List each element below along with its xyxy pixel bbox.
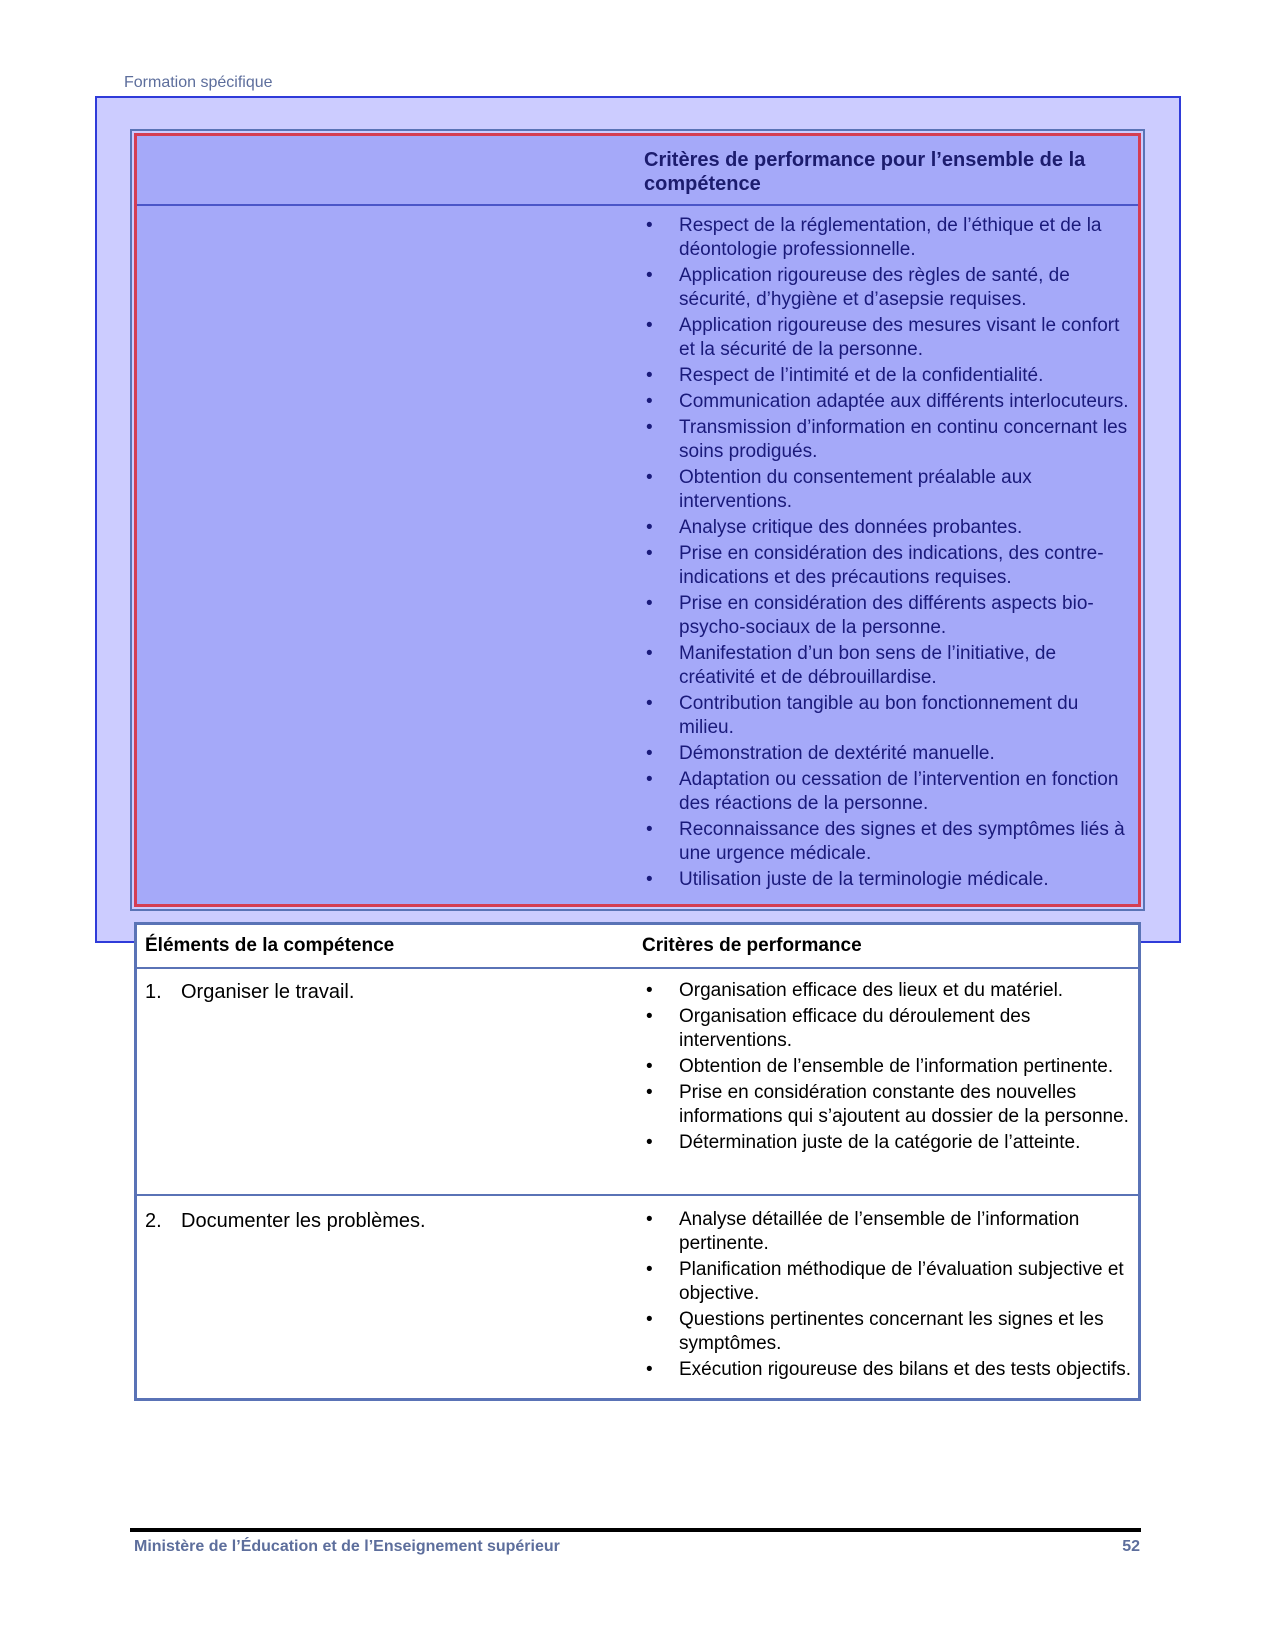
bullet-icon: • bbox=[646, 215, 653, 236]
criteria-item bbox=[642, 868, 1132, 892]
criteria-text: Prise en considération des différents aspects bio-psycho-sociaux de la personne. bbox=[679, 593, 1094, 638]
criteria-text: Respect de l’intimité et de la confidentialité. bbox=[679, 365, 1044, 386]
bullet-icon: • bbox=[646, 517, 653, 538]
criteria-item bbox=[642, 1258, 1132, 1306]
criteria-item bbox=[642, 466, 1132, 514]
bullet-icon: • bbox=[646, 869, 653, 890]
criteria-text: Adaptation ou cessation de l’intervention en fonction des réactions de la personne. bbox=[679, 769, 1119, 814]
bullet-icon: • bbox=[646, 693, 653, 714]
criteria-item bbox=[642, 642, 1132, 690]
criteria-item bbox=[642, 692, 1132, 740]
criteria-item bbox=[642, 818, 1132, 866]
criteria-item bbox=[642, 1308, 1132, 1356]
criteria-text: Organisation efficace du déroulement des interventions. bbox=[679, 1006, 1031, 1051]
criteria-text: Démonstration de dextérité manuelle. bbox=[679, 743, 995, 764]
table-header-row bbox=[137, 925, 1138, 969]
bullet-icon: • bbox=[646, 417, 653, 438]
criteria-text: Obtention du consentement préalable aux interventions. bbox=[679, 467, 1032, 512]
criteria-item bbox=[642, 1208, 1132, 1256]
criteria-text: Détermination juste de la catégorie de l’atteinte. bbox=[679, 1132, 1081, 1153]
bullet-icon: • bbox=[646, 365, 653, 386]
bullet-icon: • bbox=[646, 1209, 653, 1230]
criteria-item bbox=[642, 742, 1132, 766]
criteria-text: Questions pertinentes concernant les signes et les symptômes. bbox=[679, 1309, 1104, 1354]
bullet-icon: • bbox=[646, 769, 653, 790]
criteria-item bbox=[642, 214, 1132, 262]
criteria-item bbox=[642, 768, 1132, 816]
criteria-item bbox=[642, 1131, 1132, 1155]
bullet-icon: • bbox=[646, 980, 653, 1001]
criteria-text: Exécution rigoureuse des bilans et des tests objectifs. bbox=[679, 1359, 1132, 1380]
section-header: Formation spécifique bbox=[124, 74, 273, 91]
bullet-icon: • bbox=[646, 265, 653, 286]
bullet-icon: • bbox=[646, 467, 653, 488]
bullet-icon: • bbox=[646, 593, 653, 614]
table-header-row bbox=[137, 136, 1138, 206]
element-item bbox=[145, 981, 354, 1004]
column-header-elements: Éléments de la compétence bbox=[145, 935, 395, 956]
bullet-icon: • bbox=[646, 1006, 653, 1027]
criteria-text: Communication adaptée aux différents interlocuteurs. bbox=[679, 391, 1129, 412]
criteria-list bbox=[642, 1208, 1132, 1384]
criteria-item bbox=[642, 516, 1132, 540]
bullet-icon: • bbox=[646, 1259, 653, 1280]
criteria-text: Analyse critique des données probantes. bbox=[679, 517, 1023, 538]
bullet-icon: • bbox=[646, 1082, 653, 1103]
criteria-text: Obtention de l’ensemble de l’information pertinente. bbox=[679, 1056, 1114, 1077]
criteria-text: Application rigoureuse des règles de santé, de sécurité, d’hygiène et d’asepsie requises. bbox=[679, 265, 1070, 310]
page-footer bbox=[134, 1538, 1140, 1556]
bullet-icon: • bbox=[646, 1359, 653, 1380]
page-number: 52 bbox=[1122, 1538, 1140, 1555]
criteria-text: Prise en considération constante des nouvelles informations qui s’ajoutent au dossier de la personne. bbox=[679, 1082, 1129, 1127]
criteria-item bbox=[642, 592, 1132, 640]
element-number: 1. bbox=[145, 981, 162, 1003]
criteria-heading: Critères de performance pour l’ensemble de la compétence bbox=[644, 149, 1086, 195]
element-number: 2. bbox=[145, 1210, 162, 1232]
criteria-list bbox=[642, 979, 1132, 1157]
criteria-item bbox=[642, 979, 1132, 1003]
bullet-icon: • bbox=[646, 1056, 653, 1077]
column-header-criteria: Critères de performance bbox=[642, 935, 862, 956]
criteria-item bbox=[642, 1005, 1132, 1053]
table-row bbox=[137, 967, 1138, 1196]
bullet-icon: • bbox=[646, 1132, 653, 1153]
criteria-item bbox=[642, 264, 1132, 312]
criteria-text: Contribution tangible au bon fonctionnement du milieu. bbox=[679, 693, 1079, 738]
bullet-icon: • bbox=[646, 1309, 653, 1330]
criteria-item bbox=[642, 1055, 1132, 1079]
competence-criteria-table bbox=[134, 133, 1141, 907]
criteria-text: Utilisation juste de la terminologie médicale. bbox=[679, 869, 1049, 890]
criteria-text: Respect de la réglementation, de l’éthique et de la déontologie professionnelle. bbox=[679, 215, 1102, 260]
bullet-icon: • bbox=[646, 315, 653, 336]
criteria-text: Application rigoureuse des mesures visant le confort et la sécurité de la personne. bbox=[679, 315, 1120, 360]
criteria-item bbox=[642, 542, 1132, 590]
criteria-list bbox=[642, 214, 1132, 894]
criteria-text: Organisation efficace des lieux et du matériel. bbox=[679, 980, 1064, 1001]
criteria-item bbox=[642, 390, 1132, 414]
footer-ministry: Ministère de l’Éducation et de l’Enseignement supérieur bbox=[134, 1538, 560, 1555]
bullet-icon: • bbox=[646, 819, 653, 840]
element-label: Documenter les problèmes. bbox=[181, 1210, 426, 1232]
criteria-text: Analyse détaillée de l’ensemble de l’information pertinente. bbox=[679, 1209, 1080, 1254]
bullet-icon: • bbox=[646, 543, 653, 564]
element-item bbox=[145, 1210, 426, 1233]
criteria-item bbox=[642, 1358, 1132, 1382]
footer-divider bbox=[130, 1528, 1141, 1532]
criteria-text: Prise en considération des indications, des contre-indications et des précautions requises. bbox=[679, 543, 1104, 588]
criteria-item bbox=[642, 314, 1132, 362]
criteria-text: Manifestation d’un bon sens de l’initiative, de créativité et de débrouillardise. bbox=[679, 643, 1057, 688]
criteria-text: Transmission d’information en continu concernant les soins prodigués. bbox=[679, 417, 1128, 462]
elements-table bbox=[134, 922, 1141, 1401]
bullet-icon: • bbox=[646, 643, 653, 664]
criteria-item bbox=[642, 416, 1132, 464]
bullet-icon: • bbox=[646, 391, 653, 412]
criteria-item bbox=[642, 364, 1132, 388]
criteria-item bbox=[642, 1081, 1132, 1129]
element-label: Organiser le travail. bbox=[181, 981, 355, 1003]
table-row bbox=[137, 1196, 1138, 1396]
criteria-text: Reconnaissance des signes et des symptômes liés à une urgence médicale. bbox=[679, 819, 1125, 864]
bullet-icon: • bbox=[646, 743, 653, 764]
criteria-text: Planification méthodique de l’évaluation subjective et objective. bbox=[679, 1259, 1124, 1304]
